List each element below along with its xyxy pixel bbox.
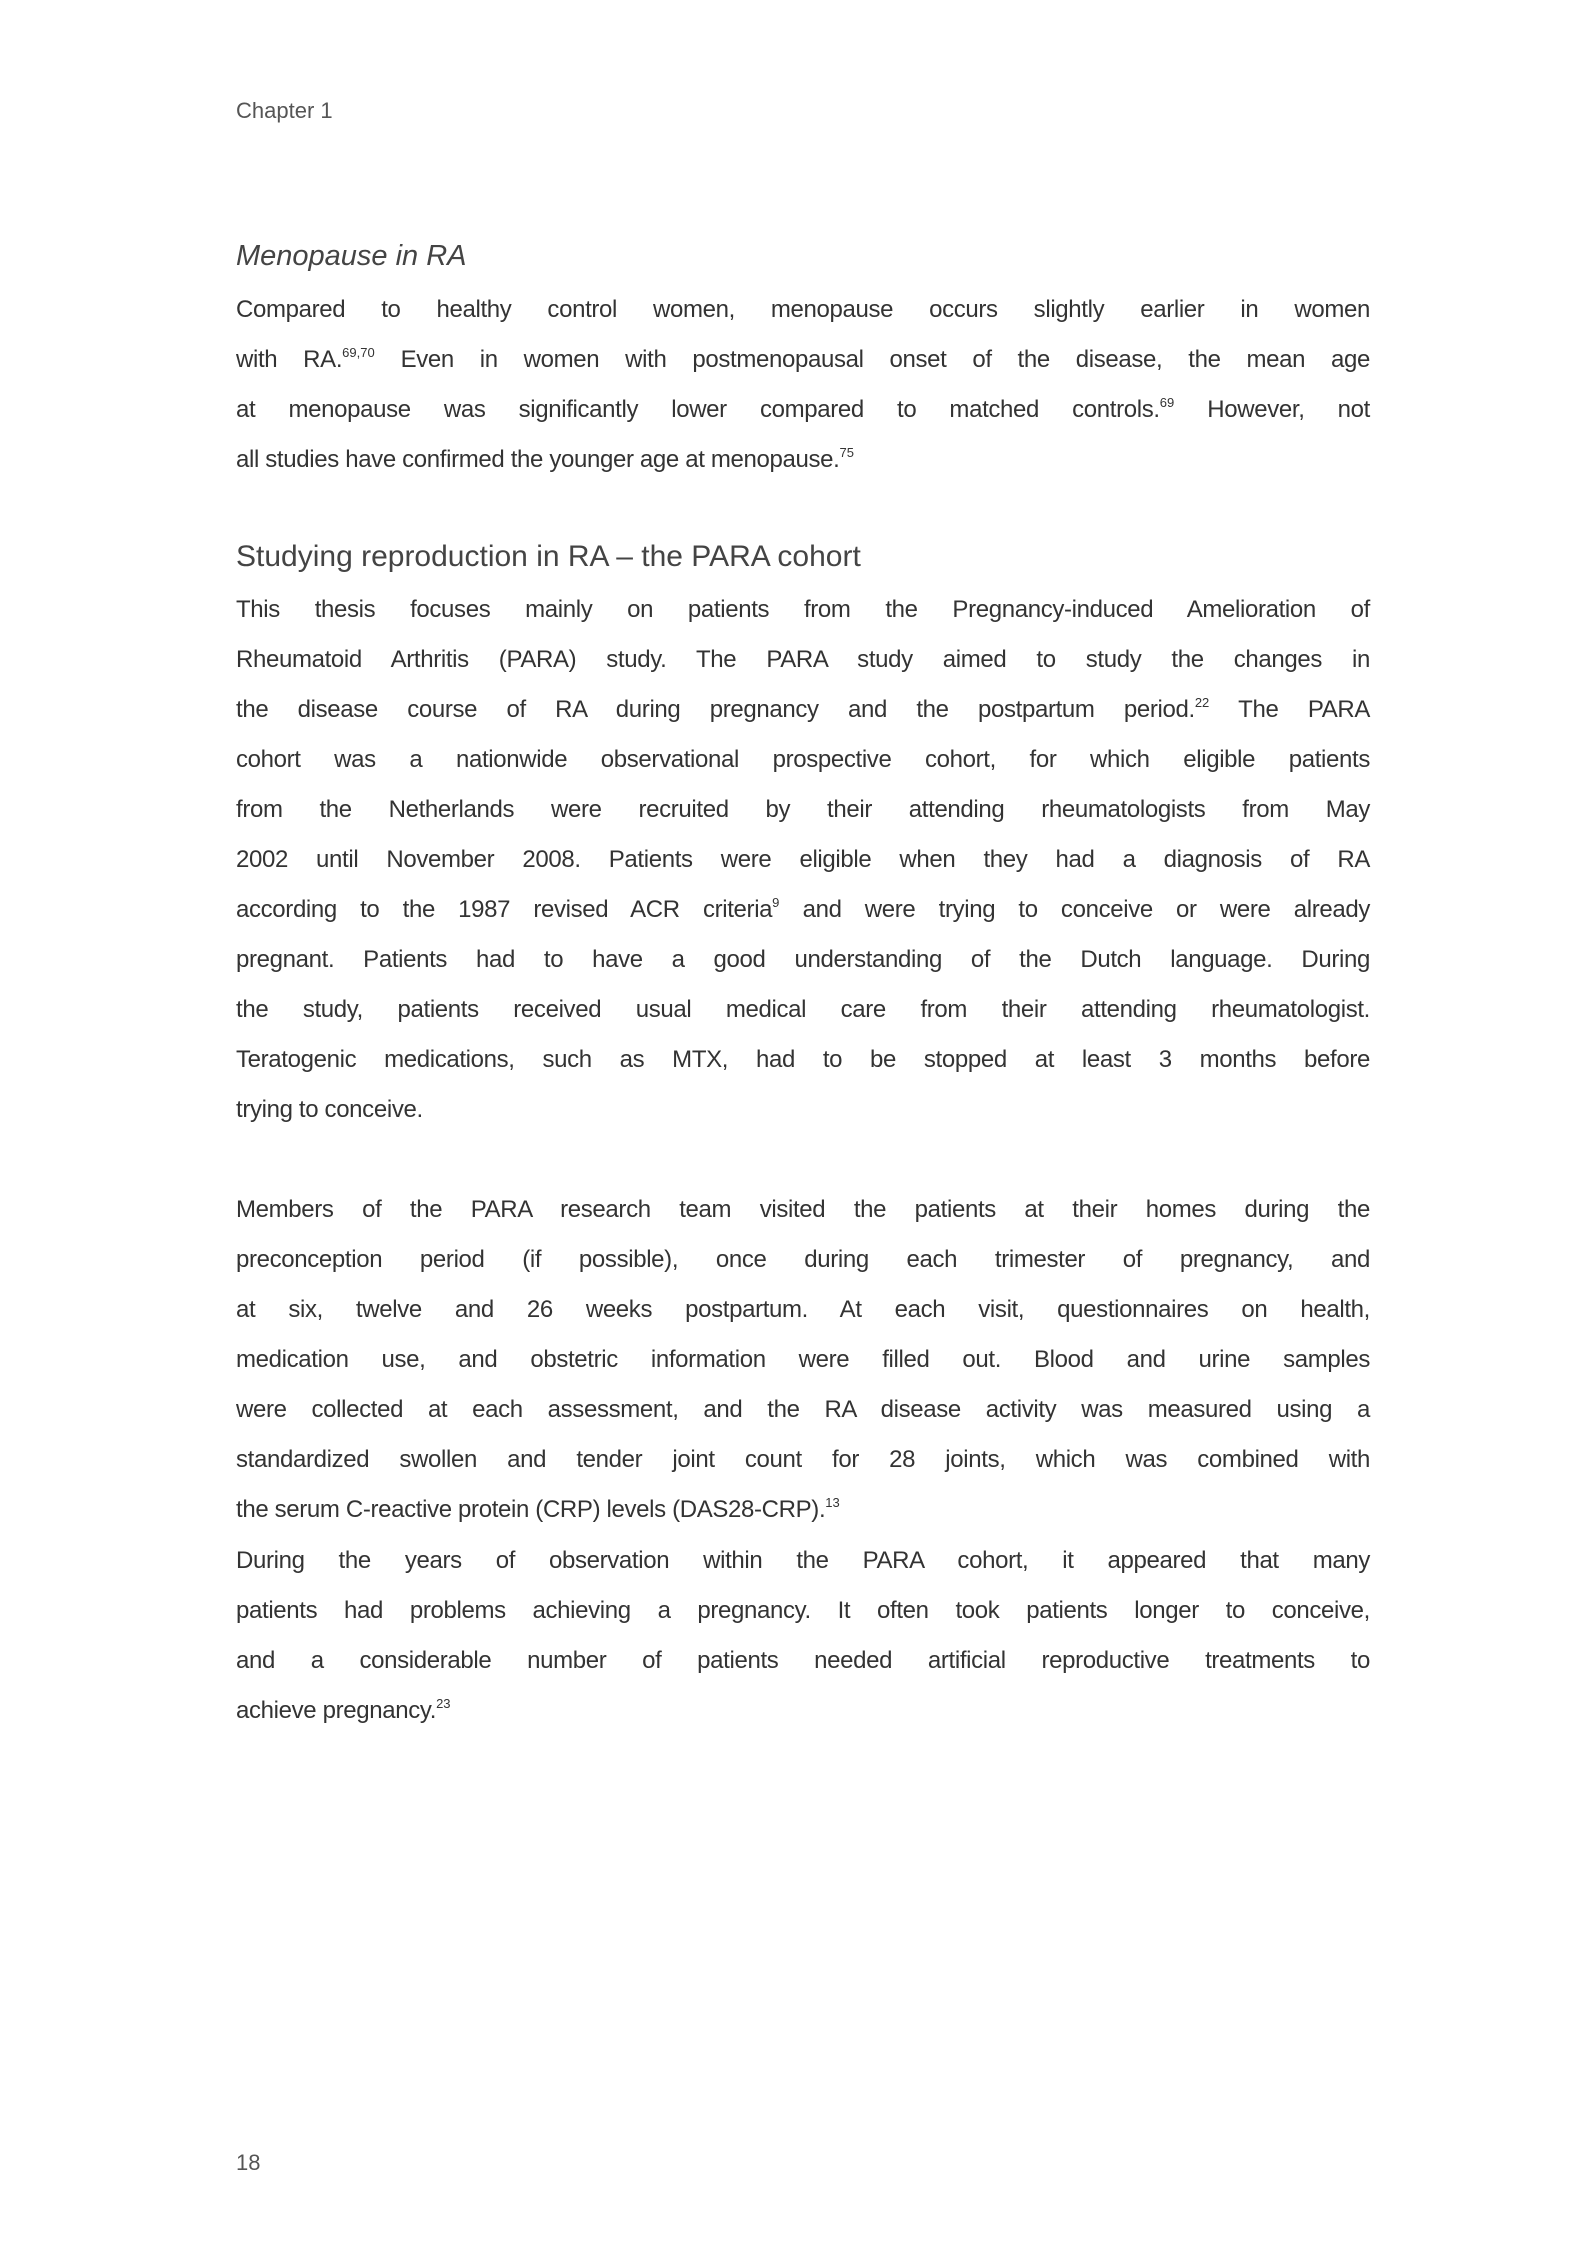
text-run: the disease course of RA during pregnancy and the postpartum period.: [236, 696, 1195, 723]
citation-superscript: 69,70: [342, 345, 375, 360]
text-run: During the years of observation within the PARA cohort, it appeared that many: [236, 1547, 1370, 1574]
text-run: standardized swollen and tender joint count for 28 joints, which was combined with: [236, 1446, 1370, 1473]
text-line: [236, 1435, 1370, 1485]
text-run: 2002 until November 2008. Patients were eligible when they had a diagnosis of RA: [236, 846, 1370, 873]
page-number: 18: [236, 2150, 261, 2175]
text-run: were collected at each assessment, and the RA disease activity was measured using a: [236, 1396, 1370, 1423]
text-line: [236, 1335, 1370, 1385]
text-run: Teratogenic medications, such as MTX, had to be stopped at least 3 months before: [236, 1046, 1370, 1073]
citation-superscript: 75: [839, 445, 854, 460]
text-line: [236, 1485, 1370, 1535]
text-line: [236, 435, 1370, 485]
paragraph-menopause: [236, 285, 1370, 485]
section-heading-para-cohort: Studying reproduction in RA – the PARA cohort: [236, 540, 861, 573]
text-run: the serum C-reactive protein (CRP) levels (DAS28-CRP).: [236, 1496, 826, 1523]
text-line: [236, 1185, 1370, 1235]
section-heading-menopause: Menopause in RA: [236, 240, 467, 272]
text-run: achieve pregnancy.: [236, 1697, 437, 1724]
text-run: and were trying to conceive or were already: [779, 896, 1370, 923]
text-run: Even in women with postmenopausal onset of the disease, the mean age: [374, 346, 1370, 373]
text-line: [236, 285, 1370, 335]
text-line: [236, 685, 1370, 735]
text-run: pregnant. Patients had to have a good understanding of the Dutch language. During: [236, 946, 1370, 973]
text-run: according to the 1987 revised ACR criteria: [236, 896, 773, 923]
text-line: [236, 585, 1370, 635]
text-line: [236, 1235, 1370, 1285]
citation-superscript: 13: [825, 1495, 840, 1510]
text-run: cohort was a nationwide observational prospective cohort, for which eligible patients: [236, 746, 1370, 773]
text-line: [236, 1285, 1370, 1335]
citation-superscript: 23: [436, 1696, 451, 1711]
text-run: Compared to healthy control women, menopause occurs slightly earlier in women: [236, 296, 1370, 323]
text-run: patients had problems achieving a pregnancy. It often took patients longer to conceive,: [236, 1597, 1370, 1624]
paragraph-para-fertility: [236, 1536, 1370, 1736]
text-line: [236, 935, 1370, 985]
text-run: with RA.: [236, 346, 343, 373]
text-run: medication use, and obstetric information were filled out. Blood and urine samples: [236, 1346, 1370, 1373]
text-run: trying to conceive.: [236, 1096, 423, 1123]
text-line: [236, 335, 1370, 385]
text-line: [236, 735, 1370, 785]
text-run: the study, patients received usual medical care from their attending rheumatologist.: [236, 996, 1370, 1023]
text-line: [236, 385, 1370, 435]
citation-superscript: 22: [1194, 695, 1210, 710]
text-line: [236, 785, 1370, 835]
text-line: [236, 1385, 1370, 1435]
text-run: at six, twelve and 26 weeks postpartum. At each visit, questionnaires on health,: [236, 1296, 1370, 1323]
text-run: The PARA: [1209, 696, 1370, 723]
citation-superscript: 9: [772, 895, 780, 910]
running-header: Chapter 1: [236, 98, 333, 123]
text-run: However, not: [1174, 396, 1370, 423]
text-run: at menopause was significantly lower compared to matched controls.: [236, 396, 1160, 423]
text-line: [236, 1586, 1370, 1636]
text-line: [236, 1085, 1370, 1135]
text-run: Rheumatoid Arthritis (PARA) study. The PARA study aimed to study the changes in: [236, 646, 1370, 673]
text-line: [236, 1686, 1370, 1736]
text-line: [236, 1636, 1370, 1686]
text-line: [236, 635, 1370, 685]
text-line: [236, 835, 1370, 885]
text-run: from the Netherlands were recruited by their attending rheumatologists from May: [236, 796, 1370, 823]
text-run: Members of the PARA research team visited the patients at their homes during the: [236, 1196, 1370, 1223]
text-run: preconception period (if possible), once during each trimester of pregnancy, and: [236, 1246, 1370, 1273]
citation-superscript: 69: [1159, 395, 1175, 410]
text-run: This thesis focuses mainly on patients from the Pregnancy-induced Amelioration of: [236, 596, 1370, 623]
text-line: [236, 985, 1370, 1035]
paragraph-para-intro: [236, 585, 1370, 1135]
text-line: [236, 1536, 1370, 1586]
text-run: and a considerable number of patients needed artificial reproductive treatments to: [236, 1647, 1370, 1674]
paragraph-para-visits: [236, 1185, 1370, 1535]
text-line: [236, 1035, 1370, 1085]
text-run: all studies have confirmed the younger age at menopause.: [236, 446, 840, 473]
text-line: [236, 885, 1370, 935]
